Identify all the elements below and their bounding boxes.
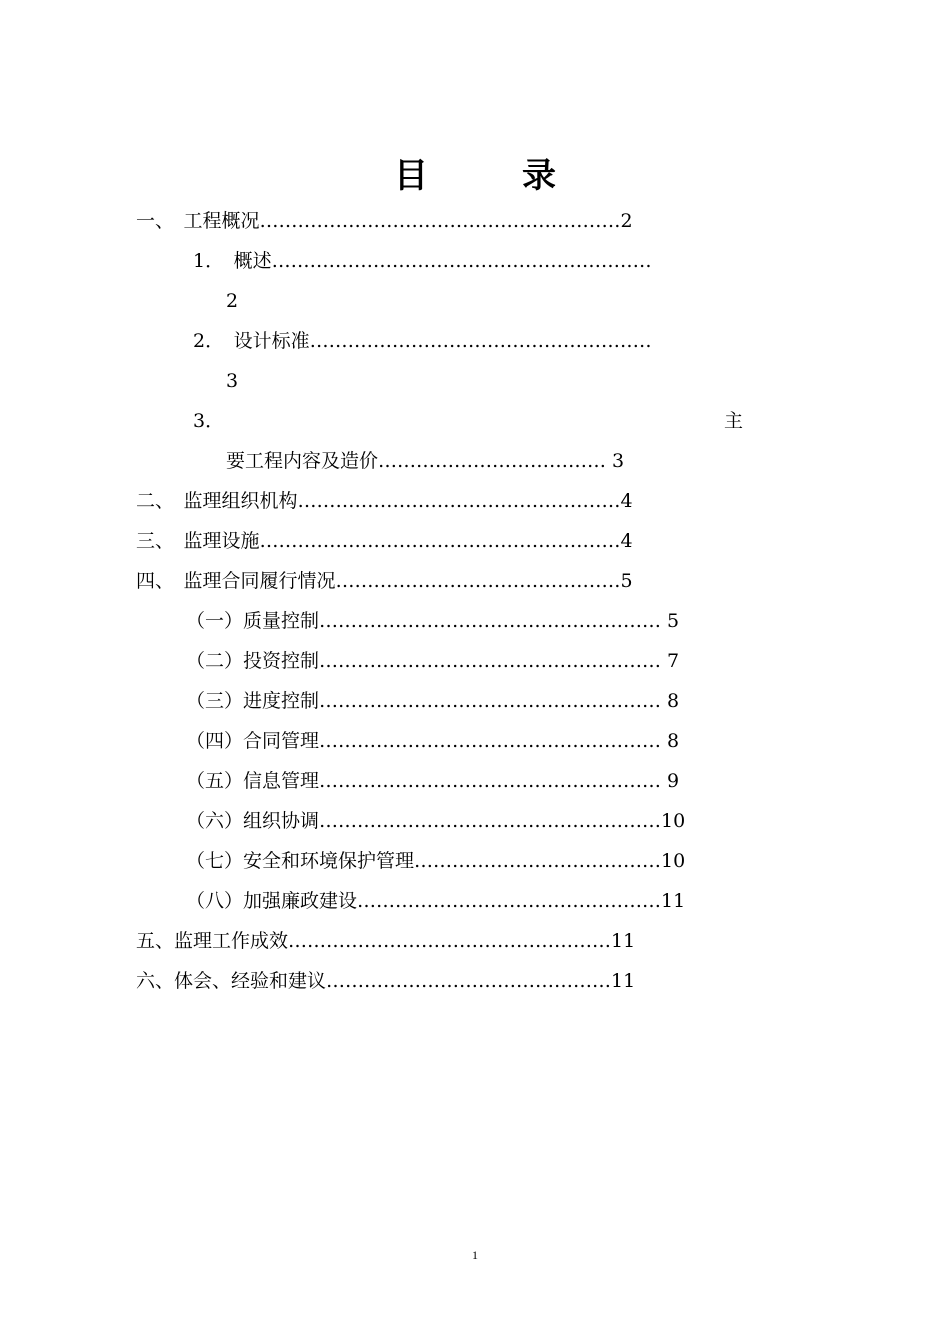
toc-entry-project-overview[interactable]: 一、 工程概况…………………………………………………2	[136, 210, 633, 232]
toc-entry-quality-control[interactable]: （一）质量控制……………………………………………… 5	[186, 610, 680, 632]
toc-entry-main-works-number[interactable]: 3．	[193, 410, 225, 432]
toc-entry-schedule-control[interactable]: （三）进度控制……………………………………………… 8	[186, 690, 680, 712]
toc-entry-overview-page[interactable]: 2	[226, 290, 239, 312]
toc-entry-work-results[interactable]: 五、监理工作成效……………………………………………11	[136, 930, 636, 952]
toc-entry-experience-suggestions[interactable]: 六、体会、经验和建议………………………………………11	[136, 970, 636, 992]
toc-title: 目 录	[394, 156, 586, 196]
toc-entry-information-management[interactable]: （五）信息管理……………………………………………… 9	[186, 770, 680, 792]
toc-entry-coordination[interactable]: （六）组织协调………………………………………………10	[186, 810, 686, 832]
toc-entry-design-standard[interactable]: 2． 设计标准………………………………………………	[193, 330, 652, 352]
toc-entry-safety-environment[interactable]: （七）安全和环境保护管理…………………………………10	[186, 850, 686, 872]
toc-entry-main-works[interactable]: 要工程内容及造价……………………………… 3	[226, 450, 625, 472]
toc-entry-design-standard-page[interactable]: 3	[226, 370, 239, 392]
toc-entry-overview[interactable]: 1． 概述……………………………………………………	[193, 250, 652, 272]
toc-entry-main-works-first-char[interactable]: 主	[724, 410, 744, 432]
page-number: 1	[472, 1248, 478, 1262]
toc-entry-integrity-building[interactable]: （八）加强廉政建设…………………………………………11	[186, 890, 686, 912]
toc-entry-supervision-organization[interactable]: 二、 监理组织机构……………………………………………4	[136, 490, 633, 512]
toc-entry-contract-performance[interactable]: 四、 监理合同履行情况………………………………………5	[136, 570, 633, 592]
toc-entry-investment-control[interactable]: （二）投资控制……………………………………………… 7	[186, 650, 680, 672]
toc-entry-supervision-facilities[interactable]: 三、 监理设施…………………………………………………4	[136, 530, 633, 552]
toc-entry-contract-management[interactable]: （四）合同管理……………………………………………… 8	[186, 730, 680, 752]
